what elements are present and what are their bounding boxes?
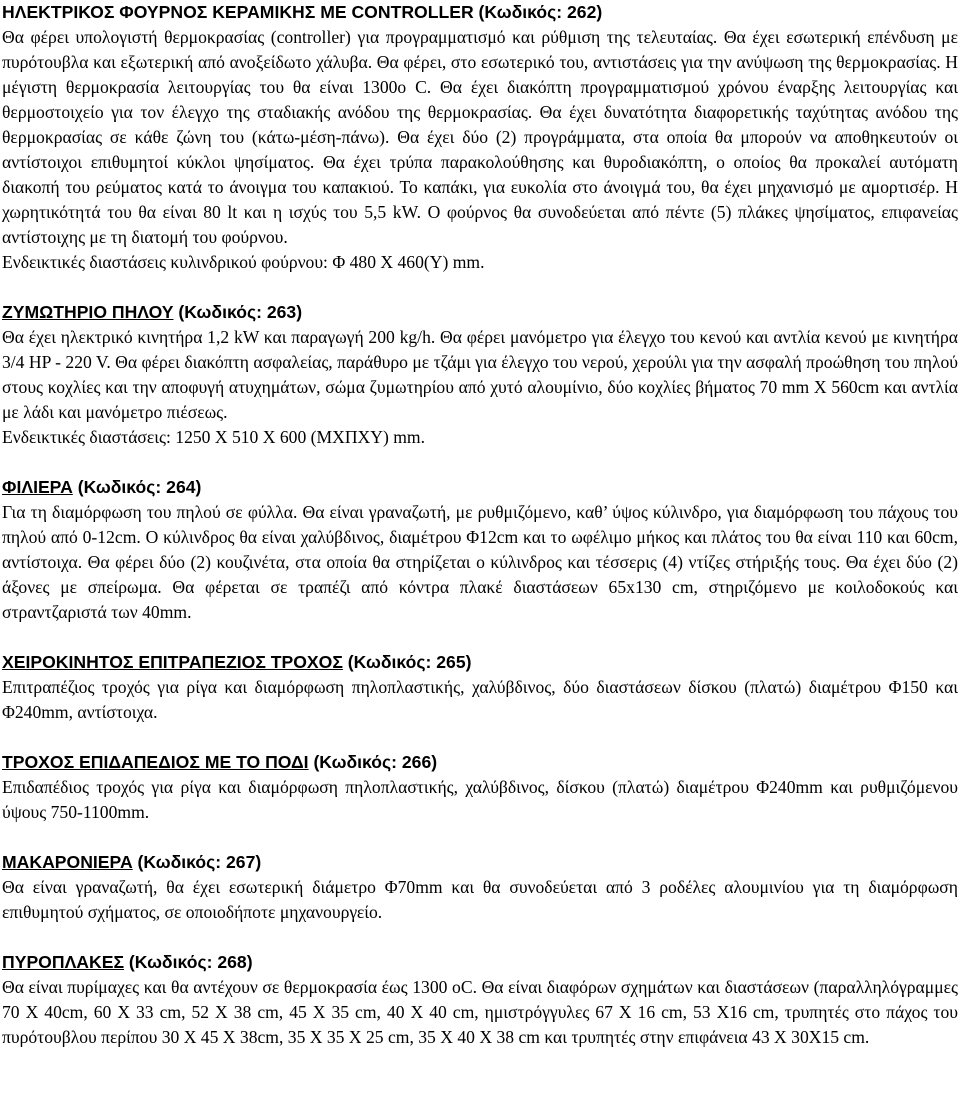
section-floor-kick-wheel — [2, 750, 958, 825]
section-heading — [2, 300, 958, 325]
section-title: ΗΛΕΚΤΡΙΚΟΣ ΦΟΥΡΝΟΣ ΚΕΡΑΜΙΚΗΣ ΜΕ CONTROLLER — [2, 2, 474, 22]
section-code: (Κωδικός: 264) — [72, 477, 202, 497]
section-code: (Κωδικός: 266) — [308, 752, 438, 772]
section-body: Επιδαπέδιος τροχός για ρίγα και διαμόρφωση πηλοπλαστικής, χαλύβδινος, δίσκου (πλατώ) διαμέτρου Φ240mm και ρυθμιζόμενου ύψους 750-1100mm. — [2, 777, 958, 822]
section-title: ΧΕΙΡΟΚΙΝΗΤΟΣ ΕΠΙΤΡΑΠΕΖΙΟΣ ΤΡΟΧΟΣ — [2, 652, 343, 672]
section-kiln-shelves — [2, 950, 958, 1050]
section-body: Θα έχει ηλεκτρικό κινητήρα 1,2 kW και παραγωγή 200 kg/h. Θα φέρει μανόμετρο για έλεγχο του κενού και αντλία κενού με κινητήρα 3/4 HP - 220 V. Θα φέρει διακόπτη ασφαλείας, παράθυρο με τζάμι για έλεγχο του νερού, χερούλι για την ασφαλή προώθηση του πηλού στους κοχλίες και την αποφυγή ατυχημάτων, σώμα ζυμωτηρίου από χυτό αλουμίνιο, δύο κοχλίες βήματος 70 mm Χ 560cm και αντλία με λάδι και μανόμετρο πιέσεως. — [2, 327, 958, 422]
section-clay-kneader — [2, 300, 958, 450]
section-heading — [2, 0, 958, 25]
section-hand-table-wheel — [2, 650, 958, 725]
section-dimensions: Ενδεικτικές διαστάσεις κυλινδρικού φούρνου: Φ 480 Χ 460(Υ) mm. — [2, 252, 485, 272]
section-code: (Κωδικός: 268) — [124, 952, 253, 972]
section-dimensions: Ενδεικτικές διαστάσεις: 1250 Χ 510 Χ 600 (ΜΧΠΧΥ) mm. — [2, 427, 425, 447]
section-heading — [2, 475, 958, 500]
section-heading — [2, 850, 958, 875]
section-body: Για τη διαμόρφωση του πηλού σε φύλλα. Θα είναι γραναζωτή, με ρυθμιζόμενο, καθ’ ύψος κύλινδρο, για διαμόρφωση του πάχους του πηλού από 0-12cm. Ο κύλινδρος θα είναι χαλύβδινος, διαμέτρου Φ12cm και το ωφέλιμο μήκος και πλάτος του θα είναι 110 και 60cm, αντίστοιχα. Θα φέρει δύο (2) κουζινέτα, στα οποία θα στηρίζεται ο κύλινδρος και τέσσερις (4) ντίζες στήριξής τους. Θα έχει δύο (2) άξονες με σπείρωμα. Θα φέρεται σε τραπέζι από κόντρα πλακέ διαστάσεων 65x130 cm, στηριζόμενο με κοιλοδοκούς και στραντζαριστά των 40mm. — [2, 502, 958, 622]
section-code: (Κωδικός: 262) — [473, 2, 603, 22]
section-electric-ceramic-kiln — [2, 0, 958, 275]
section-title: ΜΑΚΑΡΟΝΙΕΡΑ — [2, 852, 133, 872]
section-code: (Κωδικός: 267) — [132, 852, 262, 872]
section-heading — [2, 750, 958, 775]
section-slab-roller — [2, 475, 958, 625]
section-heading — [2, 950, 958, 975]
section-title: ΠΥΡΟΠΛΑΚΕΣ — [2, 952, 125, 972]
section-body: Επιτραπέζιος τροχός για ρίγα και διαμόρφωση πηλοπλαστικής, χαλύβδινος, δύο διαστάσεων δίσκου (πλατώ) διαμέτρου Φ150 και Φ240mm, αντίστοιχα. — [2, 677, 958, 722]
section-extruder — [2, 850, 958, 925]
section-title: ΖΥΜΩΤΗΡΙΟ ΠΗΛΟΥ — [2, 302, 174, 322]
section-body: Θα είναι γραναζωτή, θα έχει εσωτερική διάμετρο Φ70mm και θα συνοδεύεται από 3 ροδέλες αλουμινίου για τη διαμόρφωση επιθυμητού σχήματος, σε οποιοδήποτε μηχανουργείο. — [2, 877, 958, 922]
section-body: Θα είναι πυρίμαχες και θα αντέχουν σε θερμοκρασία έως 1300 οC. Θα είναι διαφόρων σχημάτων και διαστάσεων (παραλληλόγραμμες 70 Χ 40cm, 60 Χ 33 cm, 52 Χ 38 cm, 45 Χ 35 cm, 40 Χ 40 cm, ημιστρόγγυλες 67 Χ 16 cm, 53 Χ16 cm, τρυπητές στο πάχος του πυρότουβλου περίπου 30 Χ 45 Χ 38cm, 35 Χ 35 Χ 25 cm, 35 Χ 40 Χ 38 cm και τρυπητές στην επιφάνεια 43 Χ 30Χ15 cm. — [2, 977, 958, 1047]
section-body: Θα φέρει υπολογιστή θερμοκρασίας (controller) για προγραμματισμό και ρύθμιση της τελευταίας. Θα έχει εσωτερική επένδυση με πυρότουβλα και εξωτερική από ανοξείδωτο χάλυβα. Θα φέρει, στο εσωτερικό του, αντιστάσεις για την ανύψωση της θερμοκρασίας. Η μέγιστη θερμοκρασία λειτουργίας του θα είναι 1300ο C. Θα έχει διακόπτη προγραμματισμού χρόνου έναρξης λειτουργίας και θερμοστοιχείο για τον έλεγχο της σταδιακής ανόδου της θερμοκρασίας. Θα έχει δυνατότητα διαφορετικής ταχύτητας ανόδου της θερμοκρασίας σε κάθε ζώνη του (κάτω-μέση-πάνω). Θα έχει δύο (2) προγράμματα, στα οποία θα μπορούν να αποθηκευτούν οι αντίστοιχοι επιθυμητοί κύκλοι ψησίματος. Θα έχει τρύπα παρακολούθησης και θυροδιακόπτη, ο οποίος θα προκαλεί αυτόματη διακοπή του ρεύματος κατά το άνοιγμα του καπακιού. Το καπάκι, για ευκολία στο άνοιγμά του, θα έχει μηχανισμό με αμορτισέρ. Η χωρητικότητά του θα είναι 80 lt και η ισχύς του 5,5 kW. Ο φούρνος θα συνοδεύεται από πέντε (5) πλάκες ψησίματος, επιφανείας αντίστοιχης με τη διατομή του φούρνου. — [2, 27, 958, 247]
section-heading — [2, 650, 958, 675]
section-title: ΦΙΛΙΕΡΑ — [2, 477, 73, 497]
section-title: ΤΡΟΧΟΣ ΕΠΙΔΑΠΕΔΙΟΣ ΜΕ ΤΟ ΠΟΔΙ — [2, 752, 309, 772]
section-code: (Κωδικός: 263) — [173, 302, 303, 322]
section-code: (Κωδικός: 265) — [342, 652, 472, 672]
